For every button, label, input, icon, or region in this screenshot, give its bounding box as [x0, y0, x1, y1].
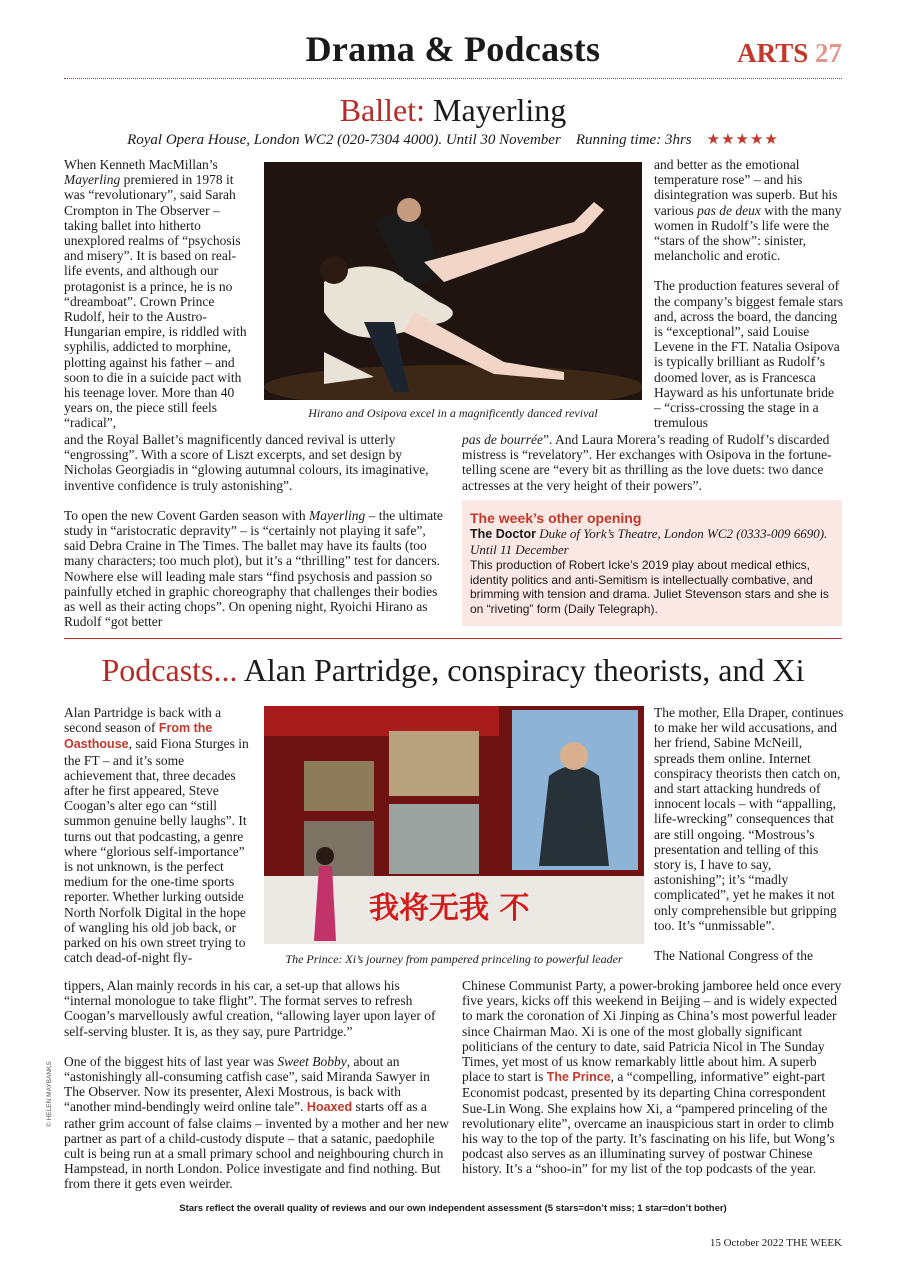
podcast-banner-text: 我将无我 不	[369, 891, 530, 926]
podcasts-headline	[0, 652, 906, 689]
show-hoaxed: Hoaxed	[306, 1100, 353, 1115]
ballet-right-column: and better as the emotional temperature rose” – and his disintegration was superb. But his various pas de deux with the many women in Rudolf’s life were the “stars of the show”: sinister, melancholic and erotic. The production features several of the company’s biggest female stars and, across the board, the dancing is “exceptional”, said Louise Levene in the FT. Natalia Osipova is typically brilliant as Rudolf’s doomed lover, as is Francesca Hayward as his unfortunate bride – “criss-crossing the stage in a tremulous	[654, 157, 843, 431]
other-opening-details: The Doctor Duke of York’s Theatre, London WC2 (0333-009 6690). Until 11 December	[470, 526, 828, 557]
podcasts-left-column: Alan Partridge is back with a second season of From the Oasthouse, said Fiona Sturges in the FT – and it’s some achievement that, three decades after he first appeared, Steve Coogan’s alter ego can “still summon genuine belly laughs”. It turns out that podcasting, a genre where “glorious self-importance” is not unknown, is the perfect medium for the one-time sports reporter. Whether lurking outside North Norfolk Digital in the hope of wangling his old job back, or parked on his own street trying to catch dead-of-night fly-	[64, 705, 249, 966]
section-divider	[64, 638, 842, 639]
ballet-title: Mayerling	[433, 92, 567, 128]
arts-label: ARTS	[737, 38, 809, 68]
rating-stars: ★★★★★	[706, 132, 779, 148]
show-from-the-oasthouse: From the Oasthouse	[64, 721, 213, 752]
ballet-info-line	[0, 130, 906, 149]
other-opening-box	[462, 500, 842, 626]
section-label	[737, 38, 842, 69]
ballet-running-time: Running time: 3hrs	[575, 132, 692, 148]
other-opening-heading: The week’s other opening	[470, 510, 642, 526]
ballet-wide-column: and the Royal Ballet’s magnificently danced revival is utterly “engrossing”. With a score of Liszt excerpts, and set design by Nicholas Georgiadis in “glowing autumnal colours, its imaginative, inventive confidence is truly astonishing”. To open the new Covent Garden season with Mayerling – the ultimate study in “aristocratic depravity” – is “certainly not playing it safe”, said Debra Craine in The Times. The ballet may have its faults (too many characters; too much plot), but it’s a “thrilling” test for dancers. Nowhere else will leading male stars “find psychosis and passion so painfully etched in graphic choreography that challenges their bodies as well as their acting chops”. On opening night, Ryoichi Hirano as Rudolf “got better	[64, 432, 443, 630]
stars-footnote: Stars reflect the overall quality of reviews and our own independent assessment (5 stars=don’t miss; 1 star=don’t bother)	[179, 1203, 727, 1214]
ballet-kind: Ballet:	[339, 92, 425, 128]
ballet-photo	[264, 162, 642, 400]
podcast-photo-art	[264, 706, 644, 944]
photo-credit: © HELEN MAYBANKS	[46, 1061, 53, 1127]
ballet-venue: Royal Opera House, London WC2 (020-7304 4000). Until 30 November	[127, 132, 561, 148]
ballet-right-wide: pas de bourrée”. And Laura Morera’s reading of Rudolf’s discarded mistress is “revelatory”. Her exchanges with Osipova in the fortune-telling scene are “every bit as thrilling as the love duets: two dance actresses at the very height of their powers”.	[462, 432, 832, 493]
podcasts-title: Alan Partridge, conspiracy theorists, and Xi	[243, 652, 805, 688]
ballet-photo-art	[264, 162, 642, 400]
ballet-photo-caption: Hirano and Osipova excel in a magnificently danced revival	[308, 406, 598, 420]
podcasts-wide-left: tippers, Alan mainly records in his car, a set-up that allows his “internal monologue to take flight”. The format serves to refresh Coogan’s marvellously awful creation, “allowing layer upon layer of self-serving bluster. It is, as they say, pure Partridge.” One of the biggest hits of last year was Sweet Bobby, about an “astonishingly all-consuming catfish case”, said Miranda Sawyer in The Observer. Now its presenter, Alexi Mostrous, is back with “another mind-bendingly weird online tale”. Hoaxed starts off as a rather grim account of false claims – invented by a mother and her new partner as part of a child-custody dispute – that a satanic, paedophile cult is being run at a small primary school and neighbouring church in Hampstead, in north London. Police investigate and find nothing. But from there it gets even weirder.	[64, 978, 449, 1192]
header-divider	[64, 78, 842, 79]
other-opening-body: This production of Robert Icke’s 2019 play about medical ethics, identity politics and anti-Semitism is intellectually combative, and brimming with tension and drama. Juliet Stevenson stars and she is on “riveting” form (Daily Telegraph).	[470, 558, 829, 616]
page-folio: 15 October 2022 THE WEEK	[709, 1237, 842, 1249]
podcasts-kind: Podcasts...	[101, 652, 238, 688]
podcast-photo	[264, 706, 644, 944]
podcasts-right-column: The mother, Ella Draper, continues to make her wild accusations, and her friend, Sabine McNeill, spreads them online. Internet conspiracy theorists then catch on, and start attacking hundreds of innocent locals – with “appalling, life-wrecking” consequences that are still ongoing. “Mostrous’s presentation and telling of this story is, I have to say, astonishing”; it’s “madly complicated”, yet he makes it not only comprehensible but gripping too. It’s “unmissable”. The National Congress of the	[654, 705, 844, 964]
show-the-prince: The Prince	[546, 1070, 611, 1085]
section-title: Drama & Podcasts	[305, 29, 601, 69]
ballet-headline	[0, 92, 906, 129]
ballet-left-column: When Kenneth MacMillan’s Mayerling premiered in 1978 it was “revolutionary”, said Sarah Crompton in The Observer – taking ballet into hitherto unexplored realms of “psychosis and misery”. It is based on real-life events, and although our protagonist is a prince, he is no “dreamboat”. Crown Prince Rudolf, heir to the Austro-Hungarian empire, is riddled with syphilis, addicted to morphine, plotting against his father – and soon to die in a suicide pact with his teenage lover. More than 40 years on, the piece still feels “radical”,	[64, 157, 247, 431]
podcasts-wide-right: Chinese Communist Party, a power-broking jamboree held once every five years, kicks off this weekend in Beijing – and is widely expected to mark the coronation of Xi Jinping as China’s most powerful leader since Chairman Mao. Xi is one of the most globally significant politicians of the century to date, said Patricia Nicol in The Sunday Times, yet most of us know remarkably little about him. A superb place to start is The Prince, a “compelling, informative” eight-part Economist podcast, presented by its departing China correspondent Sue-Lin Wong. She explains how Xi, a “pampered princeling of the revolutionary elite”, overcame an inauspicious start in order to climb his way to the top of the party. It’s fascinating on his life, but Wong’s podcast also serves as an illuminating survey of postwar Chinese history. It’s a “shoo-in” for my list of the top podcasts of the year.	[462, 978, 842, 1177]
podcast-photo-caption: The Prince: Xi’s journey from pampered princeling to powerful leader	[285, 952, 623, 966]
page-number: 27	[815, 38, 842, 68]
